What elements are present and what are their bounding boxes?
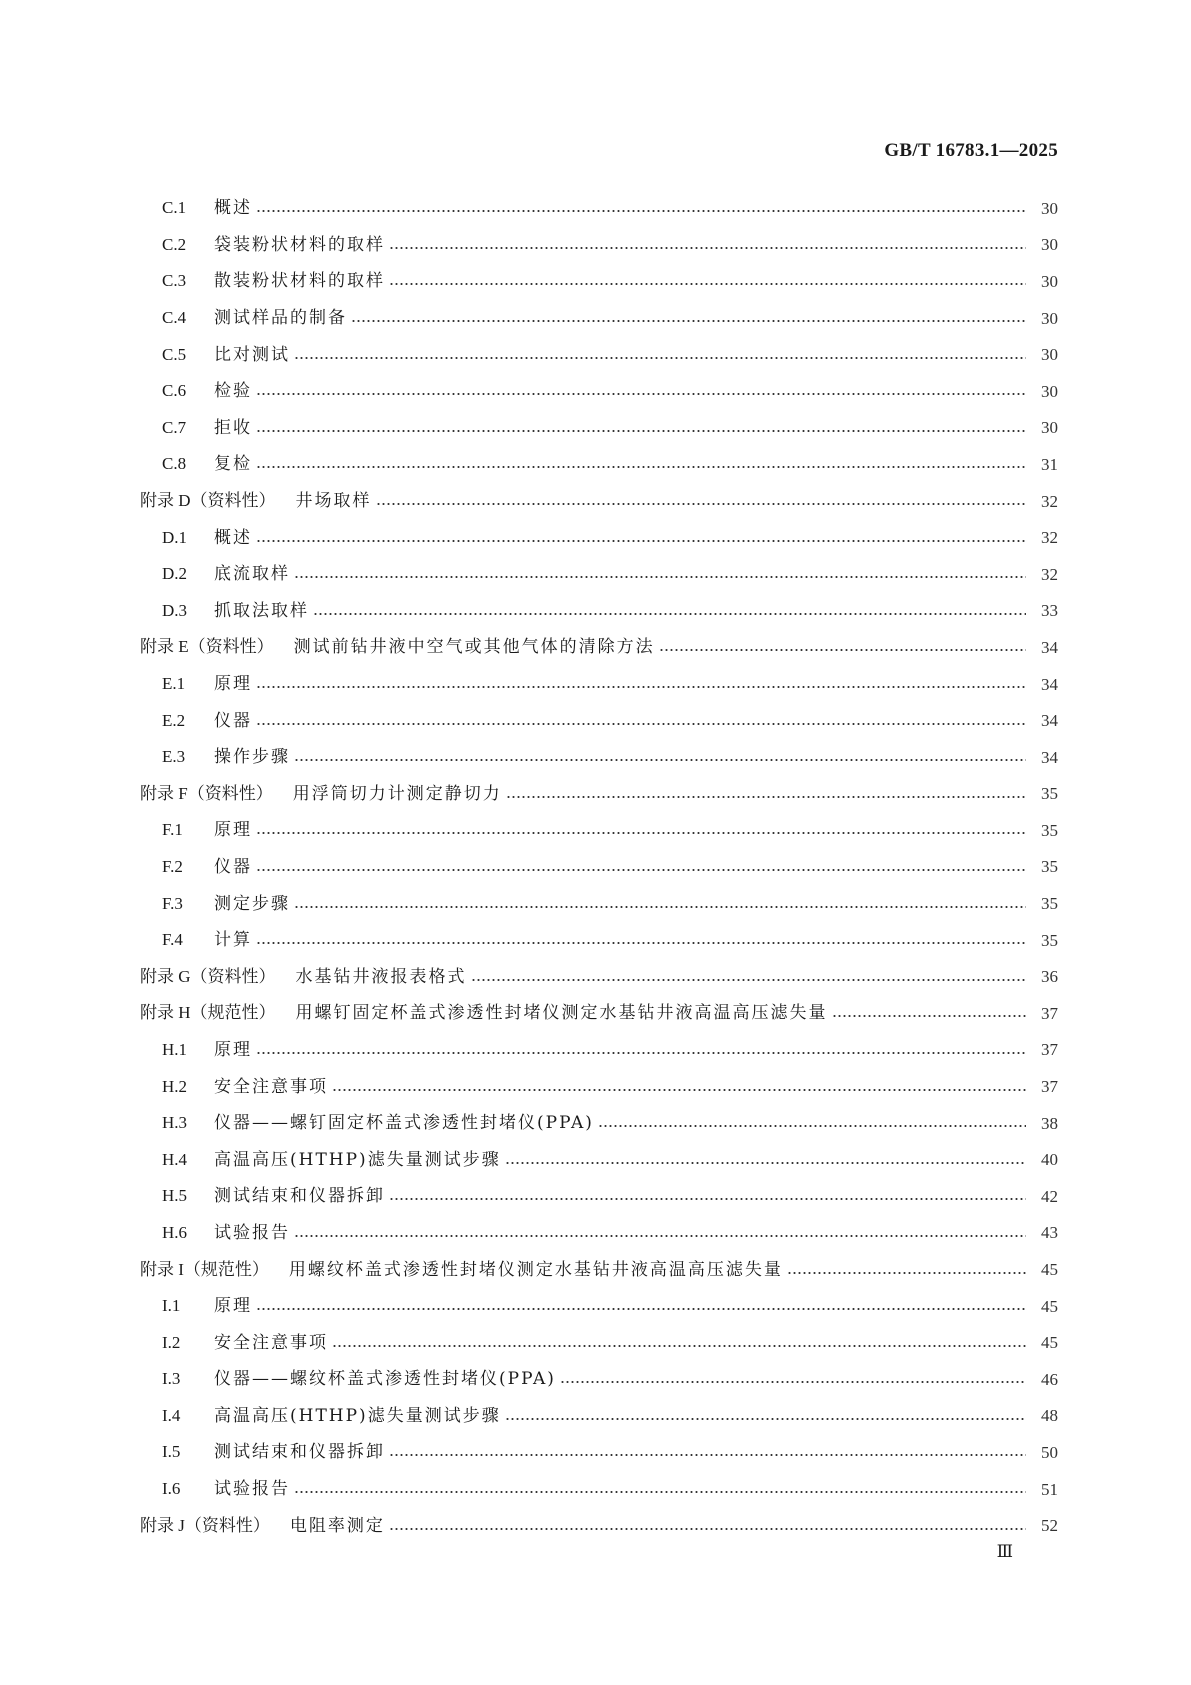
toc-dot-leader [256, 465, 1026, 469]
toc-entry-title: 仪器——螺纹杯盖式渗透性封堵仪(PPA) [214, 1369, 556, 1390]
toc-entry-title: 概述 [214, 527, 252, 548]
toc-entry-title: 安全注意事项 [214, 1332, 328, 1353]
toc-clause-entry[interactable] [140, 922, 1058, 959]
toc-entry-page: 42 [1041, 1186, 1058, 1206]
toc-dot-leader [256, 209, 1026, 213]
toc-entry-title: 检验 [214, 381, 252, 402]
toc-entry-number: C.8 [162, 454, 187, 474]
toc-entry-number: 附录 F（资料性） [140, 783, 273, 803]
toc-entry-label [162, 1187, 385, 1205]
toc-dot-leader [505, 1417, 1026, 1421]
toc-clause-entry[interactable] [140, 593, 1058, 630]
toc-entry-page: 37 [1041, 1040, 1058, 1060]
toc-dot-leader [332, 1344, 1026, 1348]
toc-clause-entry[interactable] [140, 556, 1058, 593]
toc-entry-title: 井场取样 [295, 491, 372, 512]
toc-entry-page: 34 [1041, 747, 1058, 767]
toc-clause-entry[interactable] [140, 849, 1058, 886]
toc-entry-title: 测试样品的制备 [214, 308, 347, 329]
toc-entry-label [162, 931, 252, 949]
toc-entry-page: 30 [1041, 271, 1058, 291]
toc-entry-number: E.3 [162, 747, 186, 767]
toc-entry-number: C.3 [162, 271, 187, 291]
toc-entry-label [140, 1517, 385, 1535]
toc-entry-label [140, 638, 655, 656]
toc-clause-entry[interactable] [140, 666, 1058, 703]
toc-dot-leader [659, 648, 1026, 652]
toc-entry-title: 用螺纹杯盖式渗透性封堵仪测定水基钻井液高温高压滤失量 [288, 1259, 783, 1280]
toc-entry-number: F.3 [162, 893, 183, 913]
toc-dot-leader [294, 905, 1026, 909]
toc-entry-title: 仪器——螺钉固定杯盖式渗透性封堵仪(PPA) [214, 1113, 594, 1134]
toc-entry-title: 测试结束和仪器拆卸 [214, 1442, 385, 1463]
toc-dot-leader [294, 356, 1026, 360]
toc-entry-page: 35 [1041, 857, 1058, 877]
toc-entry-label [162, 1224, 290, 1242]
toc-entry-title: 原理 [214, 1296, 252, 1317]
toc-entry-number: F.1 [162, 820, 183, 840]
toc-entry-number: H.2 [162, 1076, 188, 1096]
toc-dot-leader [256, 941, 1026, 945]
toc-entry-title: 概述 [214, 198, 252, 219]
toc-entry-page: 40 [1041, 1150, 1058, 1170]
toc-clause-entry[interactable] [140, 1361, 1058, 1398]
toc-dot-leader [256, 1307, 1026, 1311]
standard-code: GB/T 16783.1—2025 [884, 140, 1058, 161]
toc-dot-leader [256, 539, 1026, 543]
toc-entry-title: 袋装粉状材料的取样 [214, 234, 385, 255]
toc-entry-page: 33 [1041, 601, 1058, 621]
toc-entry-label [162, 602, 309, 620]
toc-entry-label [162, 419, 252, 437]
toc-dot-leader [787, 1271, 1026, 1275]
toc-dot-leader [332, 1088, 1026, 1092]
toc-entry-page: 30 [1041, 235, 1058, 255]
toc-entry-title: 操作步骤 [214, 747, 290, 768]
toc-dot-leader [471, 978, 1026, 982]
toc-entry-label [162, 1151, 501, 1169]
toc-entry-page: 48 [1041, 1406, 1058, 1426]
toc-entry-number: 附录 D（资料性） [140, 491, 276, 511]
toc-entry-label [162, 346, 290, 364]
toc-clause-entry[interactable] [140, 263, 1058, 300]
toc-annex-entry[interactable] [140, 1507, 1058, 1544]
toc-entry-number: C.1 [162, 198, 187, 218]
toc-clause-entry[interactable] [140, 1288, 1058, 1325]
toc-entry-title: 仪器 [214, 856, 252, 877]
toc-entry-label [162, 712, 252, 730]
toc-entry-page: 51 [1041, 1479, 1058, 1499]
toc-dot-leader [389, 1197, 1026, 1201]
toc-entry-number: 附录 G（资料性） [140, 966, 276, 986]
toc-dot-leader [560, 1380, 1026, 1384]
toc-entry-number: C.7 [162, 417, 187, 437]
toc-entry-title: 散装粉状材料的取样 [214, 271, 385, 292]
toc-entry-title: 用浮筒切力计测定静切力 [292, 783, 502, 804]
toc-entry-label [162, 309, 347, 327]
toc-entry-page: 46 [1041, 1369, 1058, 1389]
toc-entry-page: 30 [1041, 308, 1058, 328]
toc-dot-leader [389, 1527, 1026, 1531]
toc-annex-entry[interactable] [140, 995, 1058, 1032]
toc-clause-entry[interactable] [140, 300, 1058, 337]
toc-entry-label [140, 968, 467, 986]
toc-entry-number: F.4 [162, 930, 183, 950]
toc-entry-number: D.3 [162, 600, 188, 620]
toc-entry-number: C.4 [162, 308, 187, 328]
toc-clause-entry[interactable] [140, 885, 1058, 922]
toc-entry-title: 原理 [214, 674, 252, 695]
toc-entry-page: 50 [1041, 1442, 1058, 1462]
toc-entry-page: 32 [1041, 564, 1058, 584]
toc-clause-entry[interactable] [140, 336, 1058, 373]
toc-clause-entry[interactable] [140, 1398, 1058, 1435]
toc-entry-label [162, 858, 252, 876]
toc-entry-page: 35 [1041, 784, 1058, 804]
toc-entry-number: 附录 E（资料性） [140, 637, 274, 657]
toc-clause-entry[interactable] [140, 1141, 1058, 1178]
toc-entry-title: 高温高压(HTHP)滤失量测试步骤 [214, 1405, 501, 1426]
toc-entry-label [162, 1041, 252, 1059]
toc-dot-leader [389, 1453, 1026, 1457]
toc-dot-leader [294, 758, 1026, 762]
toc-entry-number: I.4 [162, 1405, 181, 1425]
toc-entry-label [140, 492, 372, 510]
toc-entry-page: 35 [1041, 820, 1058, 840]
toc-entry-page: 31 [1041, 454, 1058, 474]
toc-entry-page: 36 [1041, 967, 1058, 987]
toc-annex-entry[interactable] [140, 629, 1058, 666]
toc-annex-entry[interactable] [140, 483, 1058, 520]
toc-entry-label [162, 236, 385, 254]
toc-entry-title: 用螺钉固定杯盖式渗透性封堵仪测定水基钻井液高温高压滤失量 [295, 1003, 828, 1024]
toc-entry-number: I.2 [162, 1332, 181, 1352]
toc-entry-title: 高温高压(HTHP)滤失量测试步骤 [214, 1149, 501, 1170]
toc-entry-title: 复检 [214, 454, 252, 475]
toc-entry-label [162, 529, 252, 547]
toc-dot-leader [256, 1051, 1026, 1055]
toc-dot-leader [389, 246, 1026, 250]
toc-entry-title: 测定步骤 [214, 893, 290, 914]
toc-entry-title: 抓取法取样 [214, 600, 309, 621]
toc-entry-label [162, 748, 290, 766]
toc-dot-leader [256, 831, 1026, 835]
toc-dot-leader [294, 1234, 1026, 1238]
toc-entry-number: H.3 [162, 1113, 188, 1133]
toc-entry-number: I.1 [162, 1296, 181, 1316]
toc-entry-label [140, 1004, 828, 1022]
toc-entry-number: 附录 I（规范性） [140, 1259, 269, 1279]
toc-clause-entry[interactable] [140, 1471, 1058, 1508]
toc-entry-label [162, 199, 252, 217]
toc-entry-page: 30 [1041, 381, 1058, 401]
toc-annex-entry[interactable] [140, 1251, 1058, 1288]
toc-dot-leader [256, 722, 1026, 726]
toc-entry-page: 30 [1041, 418, 1058, 438]
toc-clause-entry[interactable] [140, 812, 1058, 849]
toc-entry-title: 试验报告 [214, 1479, 290, 1500]
toc-entry-label [162, 1480, 290, 1498]
toc-dot-leader [351, 319, 1026, 323]
toc-entry-label [162, 1370, 556, 1388]
toc-entry-page: 35 [1041, 894, 1058, 914]
toc-dot-leader [376, 502, 1026, 506]
toc-entry-label [162, 1078, 328, 1096]
toc-dot-leader [256, 429, 1026, 433]
toc-entry-number: C.5 [162, 344, 187, 364]
toc-dot-leader [832, 1014, 1026, 1018]
toc-entry-label [140, 1261, 783, 1279]
toc-entry-number: H.4 [162, 1149, 188, 1169]
toc-dot-leader [256, 685, 1026, 689]
toc-entry-number: 附录 H（规范性） [140, 1003, 276, 1023]
toc-entry-title: 原理 [214, 820, 252, 841]
toc-dot-leader [294, 1490, 1026, 1494]
toc-dot-leader [256, 392, 1026, 396]
toc-entry-page: 38 [1041, 1113, 1058, 1133]
toc-clause-entry[interactable] [140, 1032, 1058, 1069]
toc-entry-page: 32 [1041, 528, 1058, 548]
toc-entry-title: 测试结束和仪器拆卸 [214, 1186, 385, 1207]
toc-entry-number: E.2 [162, 710, 186, 730]
table-of-contents [140, 190, 1058, 1544]
toc-entry-page: 45 [1041, 1296, 1058, 1316]
toc-entry-label [162, 821, 252, 839]
toc-entry-title: 试验报告 [214, 1222, 290, 1243]
toc-clause-entry[interactable] [140, 190, 1058, 227]
toc-entry-label [162, 1443, 385, 1461]
toc-entry-number: E.1 [162, 674, 186, 694]
toc-entry-number: I.5 [162, 1442, 181, 1462]
toc-entry-number: I.6 [162, 1479, 181, 1499]
toc-entry-label [162, 272, 385, 290]
toc-clause-entry[interactable] [140, 373, 1058, 410]
toc-entry-page: 34 [1041, 711, 1058, 731]
toc-entry-title: 比对测试 [214, 344, 290, 365]
toc-entry-page: 43 [1041, 1223, 1058, 1243]
toc-clause-entry[interactable] [140, 1215, 1058, 1252]
toc-entry-title: 测试前钻井液中空气或其他气体的清除方法 [293, 637, 655, 658]
toc-entry-number: C.2 [162, 234, 187, 254]
toc-entry-number: D.1 [162, 527, 188, 547]
toc-entry-label [162, 895, 290, 913]
toc-entry-title: 安全注意事项 [214, 1076, 328, 1097]
toc-annex-entry[interactable] [140, 958, 1058, 995]
toc-dot-leader [506, 795, 1026, 799]
toc-entry-page: 34 [1041, 637, 1058, 657]
toc-entry-page: 37 [1041, 1003, 1058, 1023]
toc-entry-number: C.6 [162, 381, 187, 401]
toc-entry-number: 附录 J（资料性） [140, 1515, 270, 1535]
toc-entry-page: 45 [1041, 1333, 1058, 1353]
toc-clause-entry[interactable] [140, 702, 1058, 739]
page-number: Ⅲ [996, 1542, 1013, 1561]
toc-entry-page: 30 [1041, 345, 1058, 365]
toc-dot-leader [598, 1124, 1026, 1128]
toc-entry-label [162, 1297, 252, 1315]
toc-clause-entry[interactable] [140, 519, 1058, 556]
toc-clause-entry[interactable] [140, 1105, 1058, 1142]
toc-entry-number: I.3 [162, 1369, 181, 1389]
toc-entry-number: H.1 [162, 1039, 188, 1059]
toc-clause-entry[interactable] [140, 739, 1058, 776]
toc-clause-entry[interactable] [140, 1434, 1058, 1471]
toc-entry-title: 仪器 [214, 710, 252, 731]
toc-entry-title: 拒收 [214, 417, 252, 438]
toc-entry-number: H.6 [162, 1222, 188, 1242]
toc-entry-page: 37 [1041, 1077, 1058, 1097]
toc-clause-entry[interactable] [140, 1068, 1058, 1105]
toc-dot-leader [294, 575, 1026, 579]
toc-entry-label [162, 1407, 501, 1425]
toc-entry-title: 水基钻井液报表格式 [295, 966, 467, 987]
toc-dot-leader [389, 282, 1026, 286]
toc-entry-number: H.5 [162, 1186, 188, 1206]
toc-entry-label [162, 565, 290, 583]
toc-dot-leader [313, 612, 1026, 616]
toc-entry-page: 52 [1041, 1516, 1058, 1536]
toc-annex-entry[interactable] [140, 776, 1058, 813]
toc-clause-entry[interactable] [140, 1324, 1058, 1361]
toc-entry-page: 32 [1041, 491, 1058, 511]
toc-entry-label [162, 382, 252, 400]
toc-clause-entry[interactable] [140, 446, 1058, 483]
toc-dot-leader [256, 868, 1026, 872]
toc-entry-page: 35 [1041, 930, 1058, 950]
toc-clause-entry[interactable] [140, 1178, 1058, 1215]
toc-entry-label [162, 675, 252, 693]
toc-entry-page: 30 [1041, 198, 1058, 218]
toc-entry-title: 计算 [214, 930, 252, 951]
toc-entry-page: 34 [1041, 674, 1058, 694]
toc-clause-entry[interactable] [140, 227, 1058, 264]
toc-entry-title: 电阻率测定 [289, 1515, 385, 1536]
toc-entry-page: 45 [1041, 1260, 1058, 1280]
toc-entry-label [162, 1334, 328, 1352]
toc-entry-title: 原理 [214, 1039, 252, 1060]
toc-entry-label [162, 1114, 594, 1132]
toc-clause-entry[interactable] [140, 410, 1058, 447]
toc-entry-title: 底流取样 [214, 564, 290, 585]
toc-entry-label [140, 785, 502, 803]
toc-entry-number: F.2 [162, 856, 183, 876]
toc-dot-leader [505, 1161, 1026, 1165]
toc-entry-label [162, 455, 252, 473]
toc-entry-number: D.2 [162, 564, 188, 584]
